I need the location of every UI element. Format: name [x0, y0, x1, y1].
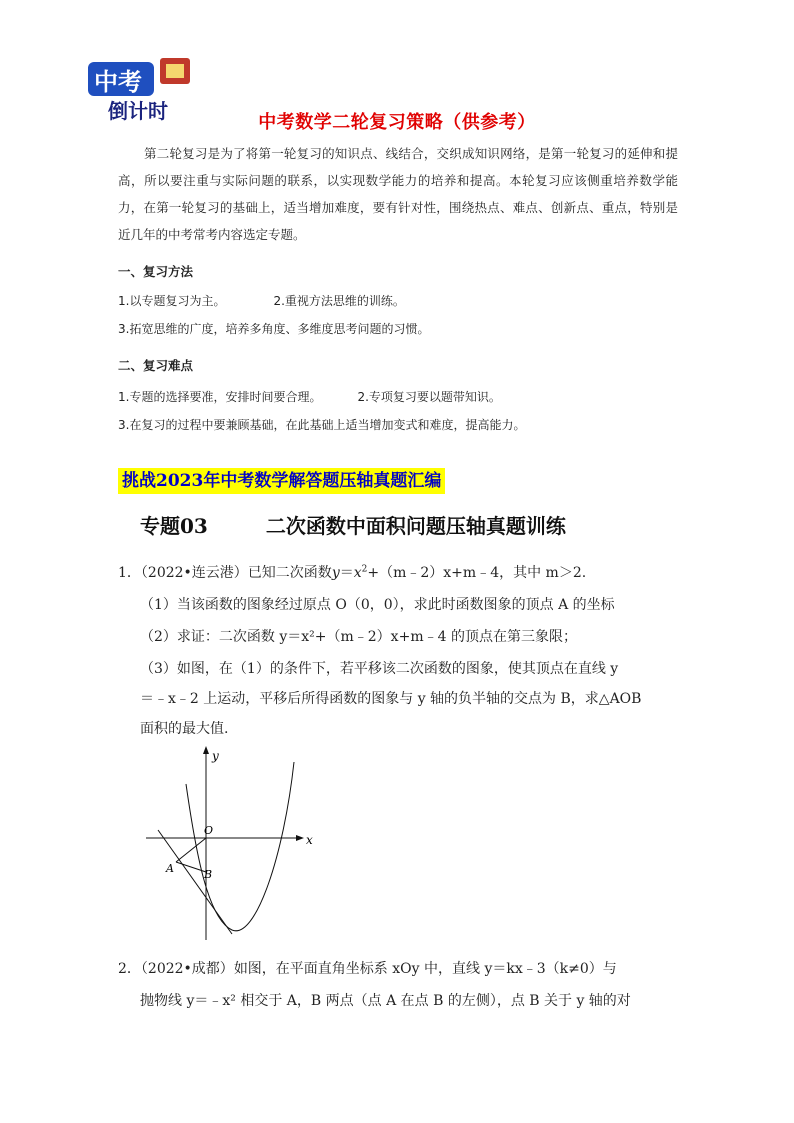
difficulties-item-3: 3.在复习的过程中要兼顾基础，在此基础上适当增加变式和难度，提高能力。	[118, 418, 526, 432]
methods-heading: 一、复习方法	[118, 264, 194, 279]
methods-row-1	[118, 292, 405, 309]
q1-part-2: （2）求证：二次函数 y＝x²+（m﹣2）x+m﹣4 的顶点在第三象限；	[140, 629, 577, 645]
origin-label: O	[204, 824, 214, 837]
q2-line-2: 抛物线 y＝﹣x² 相交于 A，B 两点（点 A 在点 B 的左侧），点 B 关于 y 轴的对	[140, 993, 631, 1009]
difficulties-item-2: 2.专项复习要以题带知识。	[357, 390, 501, 404]
topic-label: 专题03	[140, 514, 208, 538]
q2-line-1	[118, 958, 617, 978]
q2-source: （2022•成都）	[140, 961, 234, 977]
logo-text-top: 中考	[94, 68, 142, 96]
q1-stem-a: 已知二次函数	[247, 565, 332, 581]
q1-stem-b: （m﹣2）x+m﹣4，其中 m＞2.	[379, 565, 587, 581]
q1-source: （2022•连云港）	[140, 565, 248, 581]
methods-item-3: 3.拓宽思维的广度，培养多角度、多维度思考问题的习惯。	[118, 322, 430, 336]
q1-part-3-line-1: （3）如图，在（1）的条件下，若平移该二次函数的图象，使其顶点在直线 y	[140, 661, 619, 677]
y-axis-label: y	[212, 749, 219, 763]
q1-stem: 1．（2022•连云港）已知二次函数$y=x^2+(m﹣2)x+m﹣4$，其中 m＞2.	[118, 564, 587, 581]
q1-part-3-line-3: 面积的最大值.	[140, 721, 229, 737]
q1-number: 1．	[118, 565, 141, 581]
point-a-label: A	[166, 862, 174, 875]
methods-item-1: 1.以专题复习为主。	[118, 294, 226, 308]
q1-graph	[136, 744, 326, 944]
topic-title	[140, 510, 566, 539]
page-title: 中考数学二轮复习策略（供参考）	[258, 112, 536, 133]
q1-part-1: （1）当该函数的图象经过原点 O（0，0），求此时函数图象的顶点 A 的坐标	[140, 597, 615, 613]
intro-paragraph: 第二轮复习是为了将第一轮复习的知识点、线结合，交织成知识网络，是第一轮复习的延伸和提高，所以要注重与实际问题的联系，以实现数学能力的培养和提高。本轮复习应该侧重培养数学能力，在第一轮复习的基础上，适当增加难度，要有针对性，围绕热点、难点、创新点、重点，特别是近几年的中考常考内容选定专题。	[118, 146, 678, 242]
q1-part-3-line-2: ＝﹣x﹣2 上运动，平移后所得函数的图象与 y 轴的负半轴的交点为 B，求△AOB	[140, 691, 642, 707]
point-b-label: B	[204, 868, 213, 881]
difficulties-item-1: 1.专题的选择要准，安排时间要合理。	[118, 390, 322, 404]
q2-number: 2．	[118, 961, 141, 977]
difficulties-heading: 二、复习难点	[118, 358, 194, 373]
topic-name: 二次函数中面积问题压轴真题训练	[265, 514, 566, 538]
collection-banner: 挑战2023年中考数学解答题压轴真题汇编	[118, 468, 445, 494]
x-axis-label: x	[306, 833, 313, 847]
difficulties-row-1	[118, 388, 501, 405]
q2-text-1: 如图，在平面直角坐标系 xOy 中，直线 y＝kx﹣3（k≠0）与	[233, 961, 617, 977]
methods-item-2: 2.重视方法思维的训练。	[273, 294, 405, 308]
q1-figure	[136, 744, 326, 944]
logo-text-bottom: 倒计时	[108, 99, 168, 123]
